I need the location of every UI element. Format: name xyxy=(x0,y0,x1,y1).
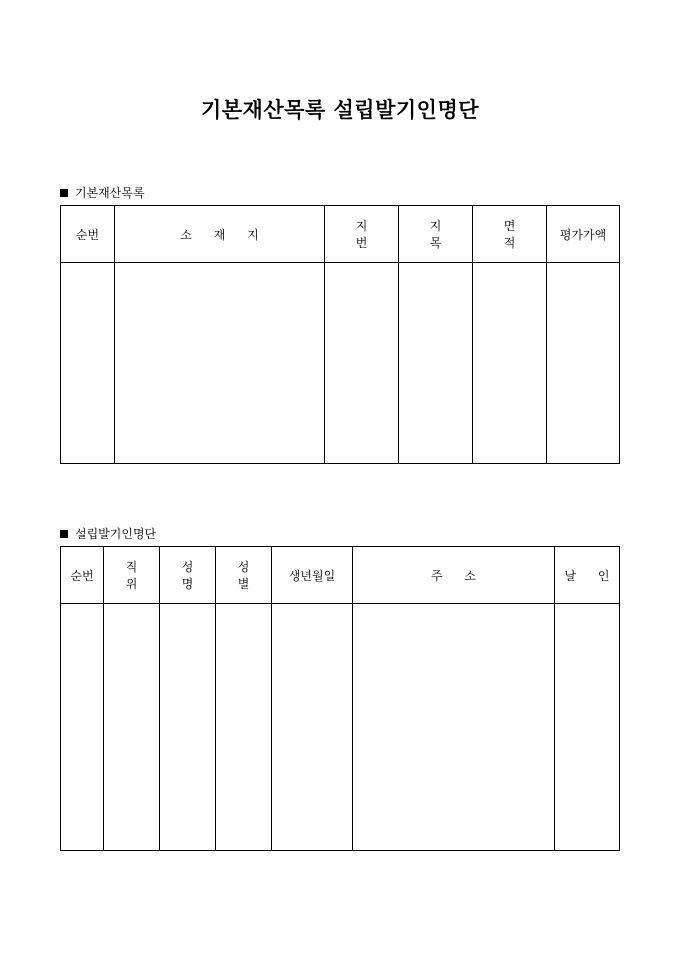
section-label-assets xyxy=(60,184,145,201)
table-cell[interactable] xyxy=(160,604,216,851)
page-title: 기본재산목록 설립발기인명단 xyxy=(200,98,480,122)
section-label-founders xyxy=(60,525,156,542)
table-cell[interactable] xyxy=(272,604,353,851)
table-cell[interactable] xyxy=(61,604,104,851)
col-header-position: 직 위 xyxy=(104,547,160,604)
table-cell[interactable] xyxy=(473,263,547,464)
table-cell[interactable] xyxy=(216,604,272,851)
table-cell[interactable] xyxy=(399,263,473,464)
founders-table xyxy=(60,546,620,851)
square-bullet-icon xyxy=(60,530,68,538)
table-cell[interactable] xyxy=(353,604,555,851)
col-header-address: 주 소 xyxy=(353,547,555,604)
table-cell[interactable] xyxy=(325,263,399,464)
col-header-area: 면 적 xyxy=(473,206,547,263)
table-cell[interactable] xyxy=(61,263,115,464)
col-header-name: 성 명 xyxy=(160,547,216,604)
col-header-location: 소 재 지 xyxy=(115,206,325,263)
table-cell[interactable] xyxy=(104,604,160,851)
table-row xyxy=(61,604,620,851)
col-header-appraised-value: 평가가액 xyxy=(547,206,620,263)
col-header-number: 순번 xyxy=(61,547,104,604)
table-cell[interactable] xyxy=(555,604,620,851)
col-header-lot-number: 지 번 xyxy=(325,206,399,263)
assets-table xyxy=(60,205,620,464)
col-header-seal: 날 인 xyxy=(555,547,620,604)
section-label-text: 설립발기인명단 xyxy=(75,527,157,541)
square-bullet-icon xyxy=(60,189,68,197)
col-header-land-category: 지 목 xyxy=(399,206,473,263)
col-header-number: 순번 xyxy=(61,206,115,263)
table-cell[interactable] xyxy=(115,263,325,464)
col-header-gender: 성 별 xyxy=(216,547,272,604)
col-header-birthdate: 생년월일 xyxy=(272,547,353,604)
section-label-text: 기본재산목록 xyxy=(75,186,145,200)
table-row xyxy=(61,263,620,464)
table-cell[interactable] xyxy=(547,263,620,464)
